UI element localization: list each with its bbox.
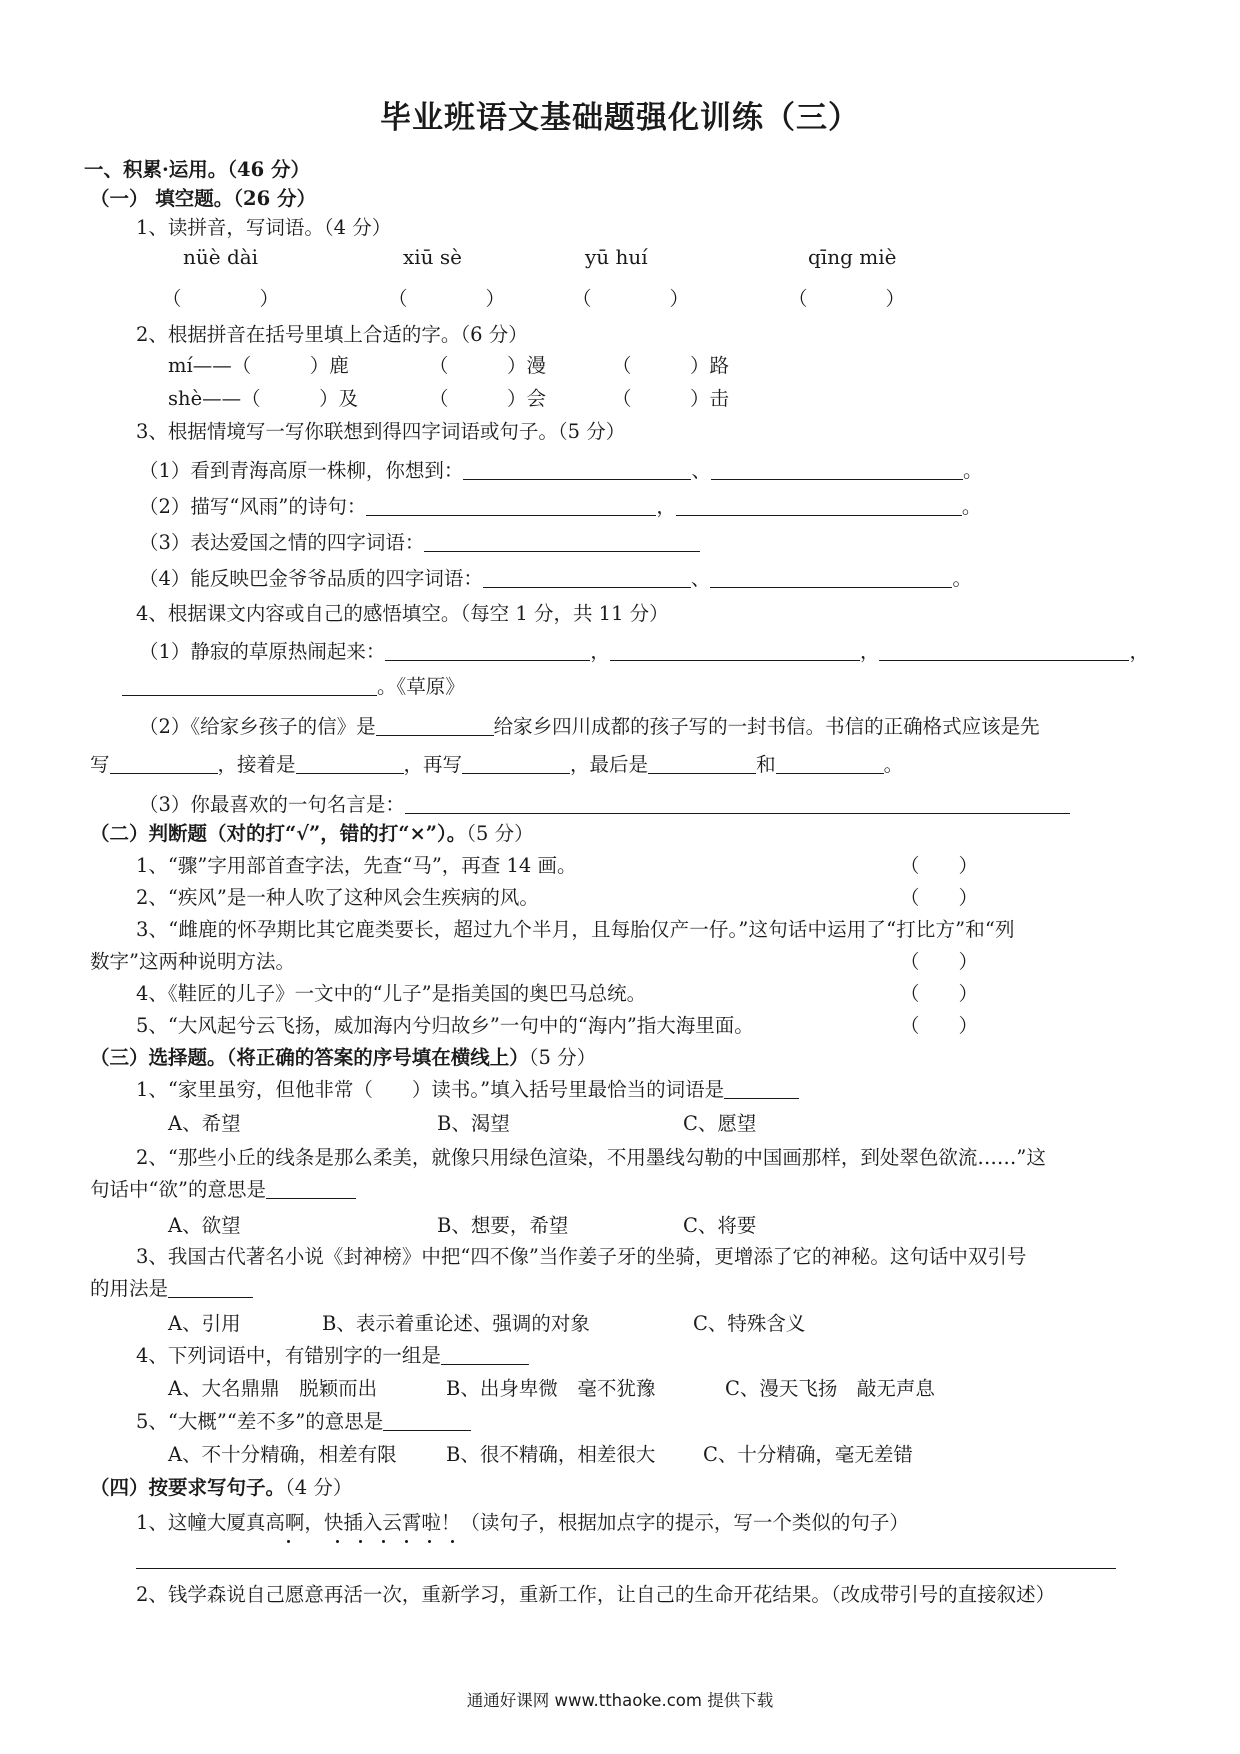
subsection-heading-sentence xyxy=(90,1475,352,1501)
choice-5 xyxy=(136,1409,471,1435)
q3-item-4 xyxy=(139,566,972,592)
sentence-1: 1、这幢大厦真高啊，快插入云霄啦！（读句子，根据加点字的提示，写一个类似的句子） xyxy=(136,1511,909,1534)
punct: 。 xyxy=(962,459,983,482)
answer-blank[interactable] xyxy=(462,753,570,774)
question-1-prompt: 1、读拼音，写词语。（4 分） xyxy=(136,216,392,239)
judge-paren-5[interactable]: （ ） xyxy=(900,1014,979,1037)
choice-2-opt-a: A、欲望 xyxy=(168,1214,241,1237)
q4-item-3 xyxy=(139,792,1070,818)
choice-3-opt-a: A、引用 xyxy=(168,1312,241,1335)
q4-text: ，最后是 xyxy=(570,753,649,776)
section-heading-1: 一、积累·运用。（46 分） xyxy=(84,158,310,181)
choice-3-cont xyxy=(90,1276,253,1302)
q2-row1-b: （ ）漫 xyxy=(429,354,547,377)
q4-item-1-cont xyxy=(122,674,465,700)
page-title: 毕业班语文基础题强化训练（三） xyxy=(380,100,860,136)
judge-1: 1、“骤”字用部首查字法，先查“马”，再查 14 画。 xyxy=(136,854,577,877)
answer-blank[interactable] xyxy=(463,459,691,480)
q4-text: ，接着是 xyxy=(217,753,296,776)
answer-blank[interactable] xyxy=(879,640,1129,661)
answer-paren-4: （ ） xyxy=(788,287,906,310)
q3-item-1-label: （1）看到青海高原一株柳，你想到： xyxy=(139,459,464,482)
punct: ， xyxy=(1129,640,1149,663)
answer-blank[interactable] xyxy=(483,567,691,588)
q2-row1-c: （ ）路 xyxy=(612,354,730,377)
judge-4: 4、《鞋匠的儿子》一文中的“儿子”是指美国的奥巴马总统。 xyxy=(136,982,647,1005)
answer-paren-1: （ ） xyxy=(162,287,280,310)
q4-text: ，再写 xyxy=(403,753,463,776)
answer-blank[interactable] xyxy=(122,675,377,696)
choice-1-opt-b: B、渴望 xyxy=(437,1112,510,1135)
q4-item-2-label: （2）《给家乡孩子的信》是 xyxy=(139,715,376,738)
answer-blank[interactable] xyxy=(724,1078,799,1099)
choice-1-text: 1、“家里虽穷，但他非常（ ）读书。”填入括号里最恰当的词语是 xyxy=(136,1078,725,1101)
answer-blank[interactable] xyxy=(424,531,700,552)
choice-2-text: 句话中“欲”的意思是 xyxy=(90,1178,266,1201)
q4-item-1-label: （1）静寂的草原热闹起来： xyxy=(139,640,386,663)
q2-row1-a: mí——（ ）鹿 xyxy=(168,354,349,377)
punct: ， xyxy=(859,640,880,663)
choice-4-opt-b: B、出身卑微 毫不犹豫 xyxy=(446,1377,656,1400)
choice-2-cont xyxy=(90,1177,356,1203)
subsection-heading-fill: （一） 填空题。（26 分） xyxy=(90,187,316,210)
judge-paren-2[interactable]: （ ） xyxy=(900,886,979,909)
choice-3-opt-c: C、特殊含义 xyxy=(693,1312,806,1335)
sentence-score: （4 分） xyxy=(285,1476,353,1499)
emphasis-dot xyxy=(428,1540,431,1543)
punct: 、 xyxy=(691,459,711,482)
punct: 、 xyxy=(690,567,711,590)
answer-paren-3: （ ） xyxy=(572,287,690,310)
answer-blank[interactable] xyxy=(405,793,1070,814)
punct: 。 xyxy=(961,495,982,518)
subsection-heading-judge xyxy=(90,821,534,847)
choice-4-text: 4、下列词语中，有错别字的一组是 xyxy=(136,1344,441,1367)
emphasis-dot xyxy=(451,1540,454,1543)
choice-4 xyxy=(136,1343,529,1369)
q2-row2-a: shè——（ ）及 xyxy=(168,387,359,410)
q4-text: 写 xyxy=(90,753,110,776)
choice-5-opt-a: A、不十分精确，相差有限 xyxy=(168,1443,397,1466)
answer-blank[interactable] xyxy=(110,753,218,774)
answer-blank[interactable] xyxy=(376,715,494,736)
sentence-heading-text: （四）按要求写句子。 xyxy=(90,1476,286,1499)
choice-4-opt-a: A、大名鼎鼎 脱颖而出 xyxy=(168,1377,378,1400)
emphasis-dot xyxy=(359,1540,362,1543)
punct: ， xyxy=(656,495,676,518)
choice-1-opt-c: C、愿望 xyxy=(683,1112,757,1135)
answer-blank[interactable] xyxy=(441,1344,529,1365)
q4-source: 。《草原》 xyxy=(377,675,465,698)
q4-text: 和 xyxy=(756,753,776,776)
q3-item-4-label: （4）能反映巴金爷爷品质的四字词语： xyxy=(139,567,483,590)
sentence-2: 2、钱学森说自己愿意再活一次，重新学习，重新工作，让自己的生命开花结果。（改成带引号的直接叙述） xyxy=(136,1583,1056,1606)
answer-blank[interactable] xyxy=(610,640,860,661)
judge-heading-text: （二）判断题（对的打“√”，错的打“×”）。 xyxy=(90,822,467,845)
choice-5-text: 5、“大概”“差不多”的意思是 xyxy=(136,1410,384,1433)
answer-blank[interactable] xyxy=(776,753,884,774)
choice-3-opt-b: B、表示着重论述、强调的对象 xyxy=(322,1312,590,1335)
punct: 。 xyxy=(883,753,904,776)
pinyin-1: nüè dài xyxy=(183,245,259,269)
answer-blank[interactable] xyxy=(711,459,963,480)
choice-3-text: 的用法是 xyxy=(90,1277,169,1300)
choice-2: 2、“那些小丘的线条是那么柔美，就像只用绿色渲染，不用墨线勾勒的中国画那样，到处翠色欲流……”这 xyxy=(136,1146,1046,1169)
q4-item-1 xyxy=(139,639,1149,665)
answer-line[interactable] xyxy=(136,1568,1116,1569)
judge-2: 2、“疾风”是一种人吹了这种风会生疾病的风。 xyxy=(136,886,539,909)
q2-row2-c: （ ）击 xyxy=(612,387,730,410)
answer-blank[interactable] xyxy=(710,567,952,588)
footer-credit: 通通好课网 www.tthaoke.com 提供下载 xyxy=(466,1691,774,1710)
choice-5-opt-b: B、很不精确，相差很大 xyxy=(446,1443,656,1466)
punct: 。 xyxy=(952,567,972,590)
q3-item-3-label: （3）表达爱国之情的四字词语： xyxy=(139,531,425,554)
judge-3-cont: 数字”这两种说明方法。 xyxy=(90,950,295,973)
q4-item-3-label: （3）你最喜欢的一句名言是： xyxy=(139,793,405,816)
answer-blank[interactable] xyxy=(296,753,404,774)
q3-item-2-label: （2）描写“风雨”的诗句： xyxy=(139,495,367,518)
question-2-prompt: 2、根据拼音在括号里填上合适的字。（6 分） xyxy=(136,323,528,346)
choice-1 xyxy=(136,1077,799,1103)
judge-5: 5、“大风起兮云飞扬，威加海内兮归故乡”一句中的“海内”指大海里面。 xyxy=(136,1014,754,1037)
choice-4-opt-c: C、漫天飞扬 敲无声息 xyxy=(725,1377,935,1400)
judge-3: 3、“雌鹿的怀孕期比其它鹿类要长，超过九个半月，且每胎仅产一仔。”这句话中运用了“打比方”和“列 xyxy=(136,918,1015,941)
choice-score: （5 分） xyxy=(528,1046,597,1069)
emphasis-dot xyxy=(382,1540,385,1543)
question-4-prompt: 4、根据课文内容或自己的感悟填空。（每空 1 分，共 11 分） xyxy=(136,602,669,625)
pinyin-2: xiū sè xyxy=(403,245,463,269)
choice-2-opt-c: C、将要 xyxy=(683,1214,757,1237)
q4-item-2 xyxy=(139,714,1040,740)
judge-paren-4[interactable]: （ ） xyxy=(900,982,979,1005)
emphasis-dot xyxy=(405,1540,408,1543)
emphasis-dot xyxy=(336,1540,339,1543)
emphasis-dot xyxy=(287,1540,290,1543)
pinyin-3: yū huí xyxy=(585,245,648,269)
choice-heading-text: （三）选择题。（将正确的答案的序号填在横线上） xyxy=(90,1046,529,1069)
q3-item-2 xyxy=(139,494,981,520)
q3-item-3 xyxy=(139,530,700,556)
judge-paren-1[interactable]: （ ） xyxy=(900,854,979,877)
judge-paren-3[interactable]: （ ） xyxy=(900,950,979,973)
answer-blank[interactable] xyxy=(648,753,756,774)
answer-blank[interactable] xyxy=(168,1277,253,1298)
answer-paren-2: （ ） xyxy=(388,287,506,310)
q2-row2-b: （ ）会 xyxy=(429,387,547,410)
subsection-heading-choice xyxy=(90,1045,596,1071)
choice-3: 3、我国古代著名小说《封神榜》中把“四不像”当作姜子牙的坐骑，更增添了它的神秘。这句话中双引号 xyxy=(136,1245,1027,1268)
answer-blank[interactable] xyxy=(676,495,962,516)
answer-blank[interactable] xyxy=(266,1178,356,1199)
q3-item-1 xyxy=(139,458,982,484)
punct: ， xyxy=(590,640,610,663)
answer-blank[interactable] xyxy=(383,1410,471,1431)
answer-blank[interactable] xyxy=(366,495,656,516)
choice-5-opt-c: C、十分精确，毫无差错 xyxy=(703,1443,913,1466)
pinyin-4: qīng miè xyxy=(808,245,897,269)
question-3-prompt: 3、根据情境写一写你联想到得四字词语或句子。（5 分） xyxy=(136,420,626,443)
q4-item-2-cont xyxy=(90,752,903,778)
choice-2-opt-b: B、想要，希望 xyxy=(437,1214,569,1237)
judge-score: （5 分） xyxy=(466,822,534,845)
answer-blank[interactable] xyxy=(385,640,590,661)
choice-1-opt-a: A、希望 xyxy=(168,1112,241,1135)
q4-item-2-text: 给家乡四川成都的孩子写的一封书信。书信的正确格式应该是先 xyxy=(493,715,1040,738)
